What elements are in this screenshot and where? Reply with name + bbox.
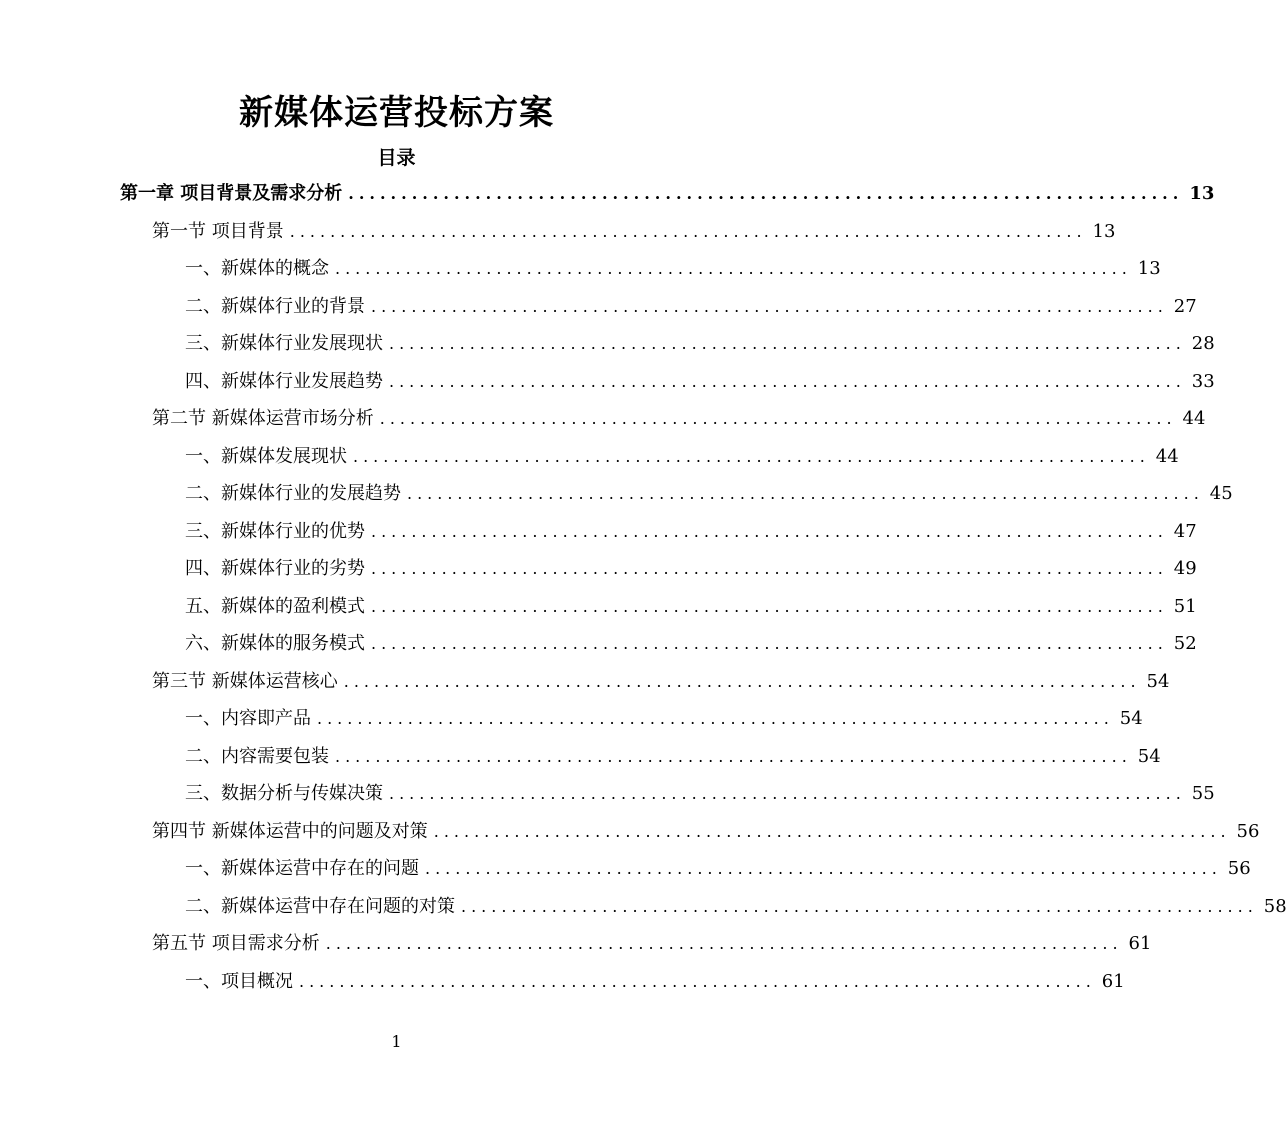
toc-entry-page-number: 54 — [1146, 670, 1170, 692]
toc-entry-page-number: 45 — [1209, 483, 1233, 504]
toc-subsection-entry[interactable] — [185, 700, 1143, 737]
toc-entry-label: 三、新媒体行业发展现状 — [185, 333, 383, 354]
toc-entry-page-number: 52 — [1173, 633, 1197, 654]
toc-entry-label: 一、项目概况 — [185, 970, 293, 992]
toc-entry-page-number: 61 — [1128, 933, 1152, 954]
toc-subsection-entry[interactable] — [185, 588, 1197, 625]
toc-dot-leader: ............................................................................... — [389, 371, 1186, 391]
toc-entry-label: 二、新媒体行业的背景 — [185, 295, 365, 317]
toc-entry-page-number: 44 — [1155, 445, 1179, 467]
toc-dot-leader: ............................................................................... — [425, 859, 1222, 878]
toc-subsection-entry[interactable] — [185, 475, 1233, 512]
toc-dot-leader: ............................................................................... — [461, 896, 1258, 916]
toc-entry-label: 一、新媒体运营中存在的问题 — [185, 858, 419, 879]
toc-subsection-entry[interactable] — [185, 438, 1179, 475]
toc-dot-leader: ............................................................................... — [299, 971, 1096, 991]
toc-dot-leader: ............................................................................... — [353, 446, 1150, 466]
toc-subsection-entry[interactable] — [185, 250, 1161, 287]
toc-subsection-entry[interactable] — [185, 888, 1287, 925]
toc-entry-page-number: 55 — [1191, 783, 1215, 804]
toc-subsection-entry[interactable] — [185, 288, 1197, 325]
toc-entry-page-number: 58 — [1263, 895, 1287, 917]
toc-subsection-entry[interactable] — [185, 738, 1161, 775]
toc-entry-page-number: 51 — [1173, 595, 1197, 617]
toc-entry-page-number: 49 — [1173, 558, 1197, 579]
toc-subsection-entry[interactable] — [185, 850, 1251, 887]
toc-dot-leader: ............................................................................... — [335, 746, 1132, 766]
toc-dot-leader: ............................................................................... — [325, 934, 1123, 953]
toc-entry-label: 第四节 新媒体运营中的问题及对策 — [152, 820, 428, 842]
toc-entry-label: 一、新媒体发展现状 — [185, 445, 347, 467]
toc-entry-page-number: 61 — [1101, 970, 1125, 992]
toc-section-entry[interactable] — [152, 925, 1152, 962]
toc-entry-page-number: 44 — [1182, 408, 1206, 429]
toc-entry-page-number: 54 — [1119, 708, 1143, 729]
toc-entry-page-number: 13 — [1092, 220, 1116, 242]
toc-dot-leader: ............................................................................... — [317, 709, 1114, 728]
toc-entry-label: 第二节 新媒体运营市场分析 — [152, 408, 374, 429]
toc-subsection-entry[interactable] — [185, 325, 1215, 362]
toc-entry-label: 三、新媒体行业的优势 — [185, 520, 365, 542]
toc-entry-page-number: 56 — [1236, 820, 1260, 842]
toc-dot-leader: ............................................................................... — [371, 296, 1168, 316]
toc-section-entry[interactable] — [152, 213, 1116, 250]
toc-entry-page-number: 28 — [1191, 333, 1215, 354]
toc-entry-label: 第一节 项目背景 — [152, 220, 284, 242]
toc-entry-label: 六、新媒体的服务模式 — [185, 633, 365, 654]
toc-entry-page-number: 13 — [1137, 258, 1161, 279]
toc-dot-leader: ............................................................................... — [371, 596, 1168, 616]
toc-dot-leader: ............................................................................... — [407, 484, 1204, 503]
toc-subsection-entry[interactable] — [185, 363, 1215, 400]
toc-heading: 目录 — [377, 147, 416, 169]
toc-entry-label: 一、内容即产品 — [185, 708, 311, 729]
toc-entry-page-number: 56 — [1227, 858, 1251, 879]
toc-entry-page-number: 13 — [1189, 183, 1215, 204]
toc-dot-leader: ............................................................................... — [348, 184, 1184, 203]
toc-entry-page-number: 33 — [1191, 370, 1215, 392]
toc-section-entry[interactable] — [152, 663, 1170, 700]
toc-dot-leader: ............................................................................... — [389, 334, 1186, 353]
toc-entry-label: 二、新媒体行业的发展趋势 — [185, 483, 401, 504]
toc-dot-leader: ............................................................................... — [371, 634, 1168, 653]
toc-entry-label: 一、新媒体的概念 — [185, 258, 329, 279]
toc-chapter-entry[interactable] — [120, 175, 1215, 212]
toc-entry-page-number: 47 — [1173, 520, 1197, 542]
toc-entry-label: 第一章 项目背景及需求分析 — [120, 183, 343, 204]
toc-subsection-entry[interactable] — [185, 550, 1197, 587]
toc-subsection-entry[interactable] — [185, 513, 1197, 550]
toc-entry-label: 二、内容需要包装 — [185, 745, 329, 767]
toc-entry-page-number: 27 — [1173, 295, 1197, 317]
toc-dot-leader: ............................................................................... — [379, 409, 1177, 428]
toc-dot-leader: ............................................................................... — [343, 671, 1141, 691]
toc-entry-label: 五、新媒体的盈利模式 — [185, 595, 365, 617]
toc-entry-label: 第三节 新媒体运营核心 — [152, 670, 338, 692]
toc-entry-label: 四、新媒体行业的劣势 — [185, 558, 365, 579]
toc-subsection-entry[interactable] — [185, 775, 1215, 812]
toc-dot-leader: ............................................................................... — [289, 221, 1087, 241]
toc-dot-leader: ............................................................................... — [371, 559, 1168, 578]
toc-dot-leader: ............................................................................... — [371, 521, 1168, 541]
toc-entry-label: 四、新媒体行业发展趋势 — [185, 370, 383, 392]
page-number: 1 — [391, 1032, 402, 1051]
document-title: 新媒体运营投标方案 — [239, 93, 554, 133]
toc-dot-leader: ............................................................................... — [335, 259, 1132, 278]
toc-section-entry[interactable] — [152, 813, 1260, 850]
toc-section-entry[interactable] — [152, 400, 1206, 437]
toc-entry-label: 第五节 项目需求分析 — [152, 933, 320, 954]
toc-subsection-entry[interactable] — [185, 625, 1197, 662]
toc-entry-label: 二、新媒体运营中存在问题的对策 — [185, 895, 455, 917]
toc-dot-leader: ............................................................................... — [433, 821, 1231, 841]
toc-entry-page-number: 54 — [1137, 745, 1161, 767]
toc-entry-label: 三、数据分析与传媒决策 — [185, 783, 383, 804]
toc-subsection-entry[interactable] — [185, 963, 1125, 1000]
toc-dot-leader: ............................................................................... — [389, 784, 1186, 803]
